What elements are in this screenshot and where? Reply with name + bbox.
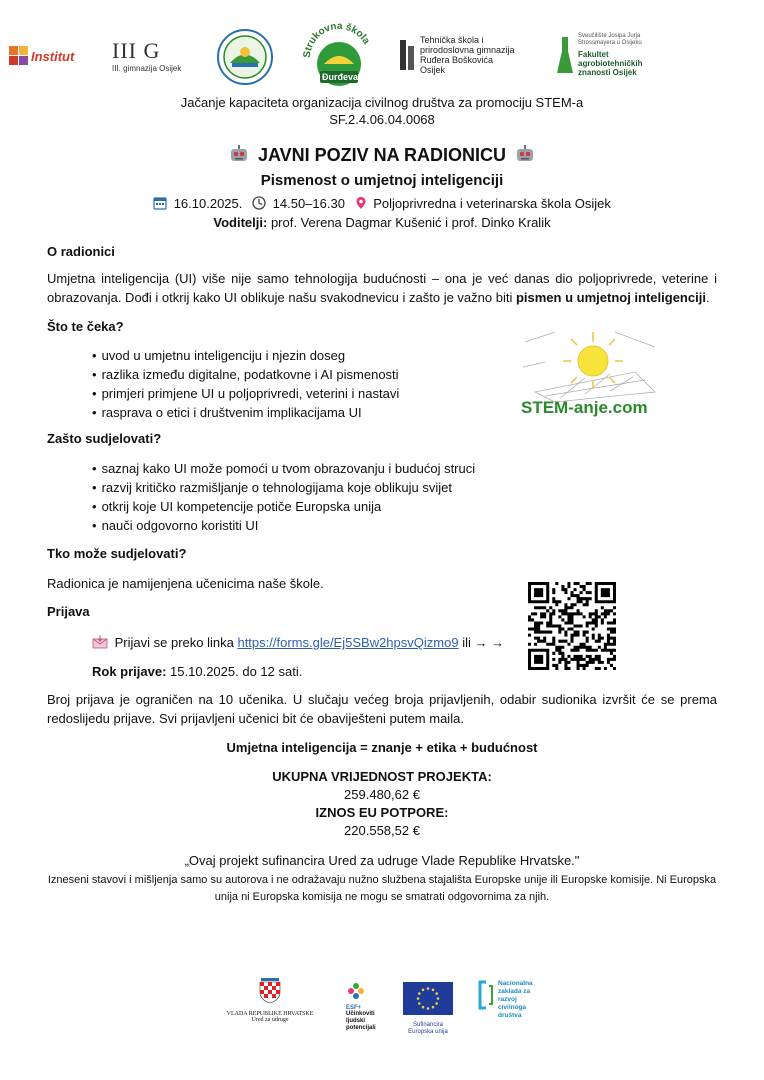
total-label: UKUPNA VRIJEDNOST PROJEKTA:	[272, 769, 492, 784]
apply-suffix: ili → →	[462, 635, 505, 650]
event-time: 14.50–16.30	[272, 196, 345, 211]
esf-logo	[346, 982, 396, 1032]
qr-code[interactable]	[528, 582, 616, 670]
page-title: JAVNI POZIV NA RADIONICU	[257, 145, 507, 165]
fakultet-line3: znanosti Osijek	[578, 68, 637, 77]
leaders-row	[0, 215, 764, 230]
eu-logo	[402, 982, 454, 1036]
page-subtitle: Pismenost o umjetnoj inteligenciji	[260, 172, 504, 189]
gimnazija-logo	[112, 40, 192, 76]
robot-icon	[229, 145, 249, 163]
pin-icon	[355, 196, 367, 210]
leaders-names: prof. Verena Dagmar Kušenić i prof. Dinko Kralik	[270, 215, 551, 230]
esf-line3: potencijali	[346, 1025, 376, 1031]
list-item: • saznaj kako UI može pomoći u tvom obrazovanju i budućoj struci	[92, 459, 475, 478]
disclaimer-quote: „Ovaj projekt sufinancira Ured za udruge Vlade Republike Hrvatske."	[184, 853, 580, 868]
apply-heading: Prijava	[47, 604, 90, 619]
list-item: • razvij kritičko razmišljanje o tehnologijama koje oblikuju svijet	[92, 478, 475, 497]
school-circle-logo	[216, 28, 274, 86]
nz-line1: Nacionalna	[498, 980, 533, 987]
list-item: • rasprava o etici i društvenim implikacijama UI	[92, 403, 399, 422]
calendar-icon	[153, 196, 167, 210]
eu-value: 220.558,52 €	[344, 823, 420, 838]
nz-line5: društva	[498, 1012, 522, 1019]
esf-line2: ljudski	[346, 1018, 366, 1024]
vlada-line2: Ured za udruge	[251, 1017, 289, 1023]
fakultet-line1: Fakultet	[578, 50, 609, 59]
institut-name: Institut	[31, 48, 75, 64]
vlada-line1: VLADA REPUBLIKE HRVATSKE	[226, 1011, 314, 1017]
strukovna-top: Strukovna škola	[301, 20, 372, 59]
fakultet-small1: Sveučilište Josipa Jurja	[578, 33, 641, 39]
leaders-label: Voditelji:	[213, 215, 268, 230]
apply-form-link[interactable]: https://forms.gle/Ej5SBw2hpsvQizmo9	[237, 635, 459, 650]
croatian-coat-of-arms-icon	[259, 978, 281, 1004]
eu-line1: Sufinancira	[412, 1022, 444, 1028]
about-text-bold: pismen u umjetnoj inteligenciji	[515, 290, 706, 305]
fakultet-small2: Strossmayera u Osijeku	[578, 40, 642, 46]
stem-logo-text: STEM-anje.com	[521, 398, 648, 417]
about-text-end: .	[705, 290, 710, 305]
total-value: 259.480,62 €	[344, 787, 420, 802]
tehnicka-line4: Osijek	[420, 65, 446, 75]
event-info-row	[0, 196, 764, 211]
page-title-row	[0, 145, 764, 166]
gimnazija-name: III. gimnazija Osijek	[112, 64, 182, 73]
clock-icon	[252, 196, 266, 210]
limit-text: Broj prijava je ograničen na 10 učenika. U slučaju većeg broja prijavljenih, odabir sudionika izvršit će se prema redoslijedu prijave. Svi prijavljeni učenici bit će obaviješteni putem maila.	[47, 692, 717, 726]
strukovna-bottom: Đurđevac	[322, 72, 364, 82]
expect-list	[92, 346, 399, 422]
apply-prefix: Prijavi se preko linka	[114, 635, 234, 650]
why-heading: Zašto sudjelovati?	[47, 431, 162, 446]
gimnazija-mark: III G	[112, 38, 161, 63]
puzzle-icon	[8, 43, 30, 69]
project-code: SF.2.4.06.04.0068	[329, 112, 435, 127]
list-item: • razlika između digitalne, podatkovne i AI pismenosti	[92, 365, 399, 384]
eu-line2: Europska unija	[408, 1029, 448, 1035]
event-date: 16.10.2025.	[173, 196, 243, 211]
flask-icon	[556, 33, 574, 77]
esf-top: ESF+	[346, 1005, 362, 1011]
envelope-icon	[92, 635, 108, 649]
list-item: • otkrij koje UI kompetencije potiče Europska unija	[92, 497, 475, 516]
about-text-a: Umjetna inteligencija (UI) više nije samo tehnologija budućnosti – ona je već danas dio poljoprivrede, veterine i obrazovanja. Dođi i otkrij kako UI oblikuje našu svakodnevicu i zašto je važno biti	[47, 271, 717, 305]
nzrcd-bracket-icon	[478, 980, 494, 1010]
tehnicka-emblem-icon	[398, 38, 416, 72]
deadline-value: 15.10.2025. do 12 sati.	[170, 664, 303, 679]
who-heading: Tko može sudjelovati?	[47, 546, 187, 561]
list-item: • uvod u umjetnu inteligenciju i njezin doseg	[92, 346, 399, 365]
tehnicka-line1: Tehnička škola i	[420, 35, 484, 45]
nz-line3: razvoj	[498, 996, 517, 1003]
formula: Umjetna inteligencija = znanje + etika + budućnost	[226, 740, 538, 755]
project-line: Jačanje kapaciteta organizacija civilnog društva za promociju STEM-a	[180, 95, 584, 110]
fakultet-logo	[556, 30, 666, 80]
eu-flag-icon	[403, 982, 453, 1015]
about-text	[47, 269, 717, 307]
vlada-logo	[220, 978, 320, 1023]
deadline-row	[92, 662, 302, 681]
institut-logo	[8, 38, 78, 74]
strukovna-logo	[300, 20, 378, 90]
nz-line2: zaklada za	[498, 988, 531, 995]
tehnicka-logo	[398, 34, 528, 76]
list-item: • nauči odgovorno koristiti UI	[92, 516, 475, 535]
nzrcd-logo	[478, 980, 558, 1020]
eu-label: IZNOS EU POTPORE:	[315, 805, 449, 820]
disclaimer-text: Izneseni stavovi i mišljenja samo su autorova i ne odražavaju nužno službena stajališta Europske unije ili Europske komisije. Ni Europska unija ni Europska komisija ne mogu se smatrati odgovornima za njih.	[47, 874, 717, 903]
nz-line4: civilnoga	[498, 1004, 527, 1011]
esf-line1: Učinkoviti	[346, 1011, 375, 1017]
sun-panel-illustration	[515, 322, 665, 402]
stem-logo	[515, 322, 665, 420]
about-heading: O radionici	[47, 244, 115, 259]
list-item: • primjeri primjene UI u poljoprivredi, veterini i nastavi	[92, 384, 399, 403]
tehnicka-line2: prirodoslovna gimnazija	[420, 45, 515, 55]
why-list	[92, 459, 475, 535]
tehnicka-line3: Ruđera Boškovića	[420, 55, 494, 65]
fakultet-line2: agrobiotehničkih	[578, 59, 643, 68]
deadline-label: Rok prijave:	[92, 664, 167, 679]
apply-row	[92, 633, 504, 652]
expect-heading: Što te čeka?	[47, 319, 124, 334]
event-location: Poljoprivredna i veterinarska škola Osijek	[373, 196, 611, 211]
esf-flower-icon	[346, 982, 366, 1000]
robot-icon	[515, 145, 535, 163]
who-text: Radionica je namijenjena učenicima naše škole.	[47, 576, 324, 591]
